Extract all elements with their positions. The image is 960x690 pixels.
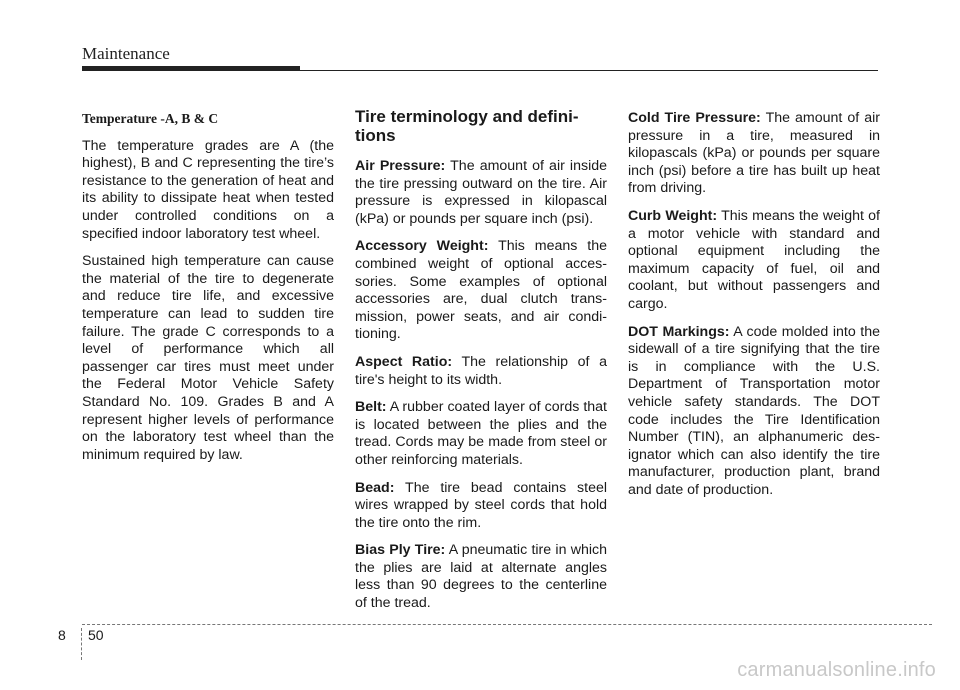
page-number: 50: [88, 627, 104, 643]
term-accessory-weight: [355, 238, 607, 344]
term-curb-weight: [628, 208, 880, 314]
footer-dashed-rule: [82, 624, 932, 625]
watermark: carmanualsonline.info: [737, 659, 936, 681]
term-cold-tire-pressure: [628, 110, 880, 198]
header-rule-thick: [82, 66, 300, 71]
term-label: Air Pressure:: [355, 158, 446, 174]
term-label: Belt:: [355, 399, 387, 416]
term-belt: [355, 399, 607, 469]
term-bias-ply-tire: [355, 542, 607, 612]
footer-dashed-divider: [81, 628, 82, 660]
column-2: [355, 107, 608, 623]
term-text: This means the weight of a motor vehicle with standard and optional equipment including the maximum capacity of fuel, oil and coolant, but without passengers and cargo.: [628, 207, 880, 312]
chapter-number: 8: [58, 627, 66, 643]
term-air-pressure: [355, 158, 607, 228]
section-header: Maintenance: [82, 44, 170, 63]
term-text: The amount of air pressure in a tire, measured in kilopascals (kPa) or pounds per square inch (psi) before a tire has built up heat from driving.: [628, 110, 880, 197]
term-dot-markings: [628, 324, 880, 500]
term-text: The tire bead contains steel wires wrapped by steel cords that hold the tire onto the rim.: [355, 479, 607, 531]
term-text: The amount of air inside the tire pressing outward on the tire. Air pressure is expressed in kilopascal (kPa) or pounds per square inch (psi).: [355, 158, 608, 227]
term-text: A rubber coated layer of cords that is located between the plies and the tread. Cords may be made from steel or other reinforcing materials.: [355, 399, 607, 468]
term-label: DOT Markings:: [628, 323, 730, 340]
term-label: Accessory Weight:: [355, 238, 489, 255]
term-label: Bias Ply Tire:: [355, 542, 446, 559]
term-label: Bead:: [355, 479, 395, 496]
term-text: This means the combined weight of optional accessories. Some examples of optional accessories are, dual clutch transmission, power seats, and air conditioning.: [355, 238, 607, 343]
term-text: The relationship of a tire's height to its width.: [355, 353, 607, 388]
term-label: Aspect Ratio:: [355, 353, 453, 370]
header-rule-thin: [300, 70, 878, 71]
terminology-heading: Tire terminology and definitions: [355, 107, 579, 145]
column-1: [82, 110, 334, 474]
temperature-paragraph-1: The temperature grades are A (the highest), B and C representing the tire’s resistance to the generation of heat and its ability to dissipate heat when tested under controlled conditions on a specified indoor laboratory test wheel.: [82, 137, 334, 242]
term-label: Curb Weight:: [628, 207, 718, 224]
term-aspect-ratio: [355, 354, 607, 389]
term-text: A pneumatic tire in which the plies are laid at alternate angles less than 90 degrees to the centerline of the tread.: [355, 542, 608, 612]
term-label: Cold Tire Pressure:: [628, 110, 761, 126]
column-3: [628, 110, 880, 509]
term-bead: [355, 480, 607, 533]
temperature-heading: Temperature -A, B & C: [82, 111, 219, 126]
temperature-paragraph-2: Sustained high temperature can cause the material of the tire to degenerate and reduce tire life, and excessive temperature can lead to sudden tire failure. The grade C corresponds to a level of performance which all passenger car tires must meet under the Federal Motor Vehicle Safety Standard No. 109. Grades B and A represent higher levels of performance on the laboratory test wheel than the minimum required by law.: [82, 253, 334, 463]
term-text: A code molded into the sidewall of a tire signifying that the tire is in compliance with the U.S. Department of Transportation motor vehicle safety standards. The DOT code includes the Tire Identification Number (TIN), an alphanumeric designator which can also identify the tire manufacturer, production plant, brand and date of production.: [628, 323, 880, 498]
